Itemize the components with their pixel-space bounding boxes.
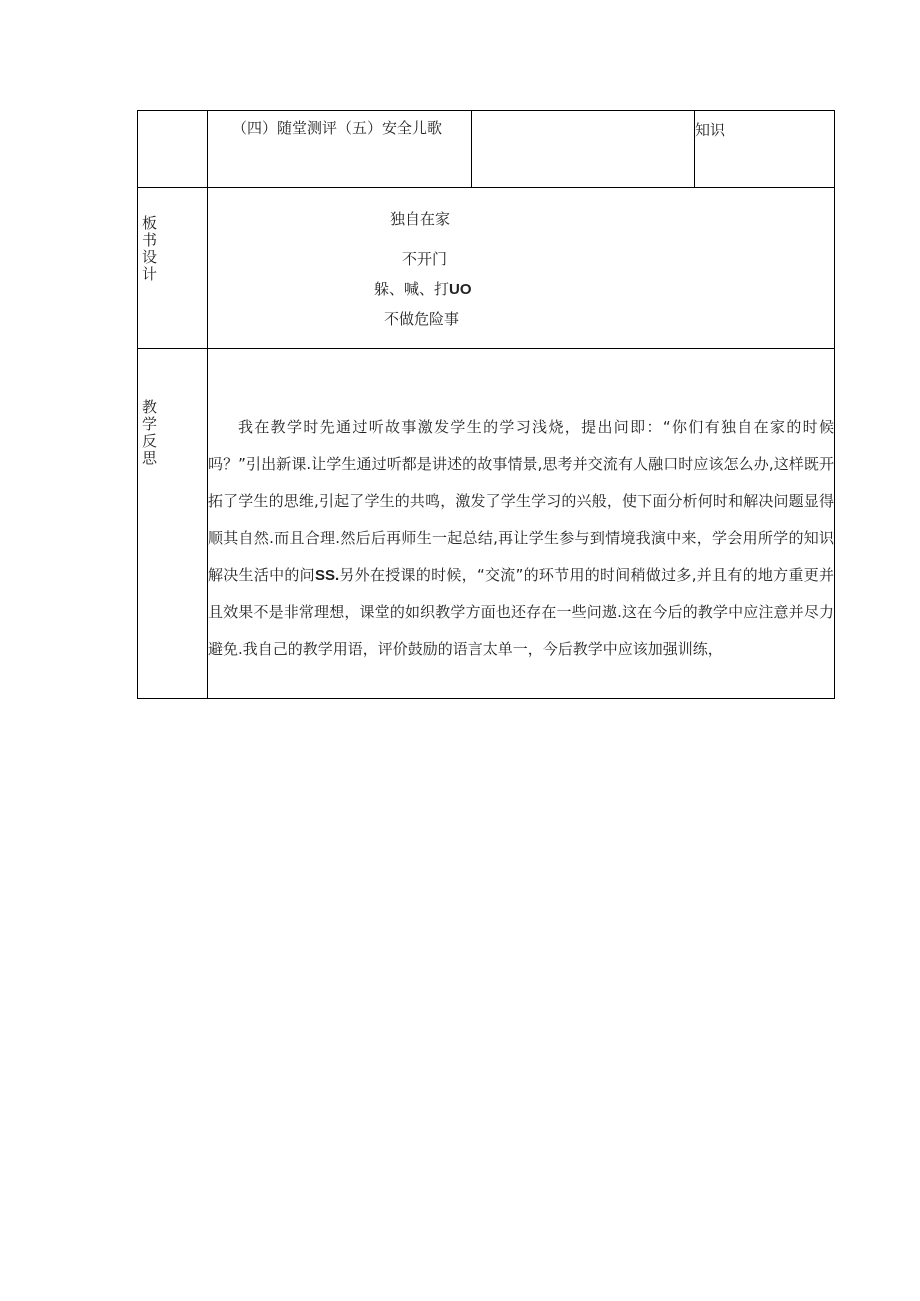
- board-line-2-suffix: UO: [449, 281, 472, 298]
- board-design-label: 板书设计: [142, 214, 158, 283]
- board-line-3: 不做危险事: [384, 310, 460, 328]
- reflection-label: 教学反思: [142, 398, 158, 467]
- steps-empty-cell: [472, 111, 695, 187]
- reflection-label-cell: [138, 349, 208, 698]
- teaching-reflection-row: [138, 349, 834, 698]
- steps-text: （四）随堂测评（五）安全儿歌: [232, 119, 443, 137]
- reflection-paragraph: [208, 409, 834, 668]
- board-design-label-cell: [138, 188, 208, 348]
- steps-goal-cell: [695, 111, 834, 187]
- board-line-2: [374, 278, 472, 299]
- steps-label-cell: [138, 111, 208, 187]
- board-design-content: [208, 188, 834, 348]
- steps-content-cell: [208, 111, 472, 187]
- board-design-row: [138, 188, 834, 349]
- lesson-plan-table: [137, 110, 835, 699]
- knowledge-text: 知识: [695, 121, 726, 139]
- board-line-title: 独自在家: [390, 210, 451, 228]
- reflection-text-part1: 我在教学时先通过听故事激发学生的学习浅烧，提出问即：“你们有独自在家的时候吗？”引出新课.让学生通过听都是讲述的故事情景,思考并交流有人融口时应该怎么办,这样既开拓了学生的思维,引起了学生的共鸣，激发了学生学习的兴般，使下面分析何时和解决问题显得顺其自然.而且合理.然后后再师生一起总结,再让学生参与到情境我演中来，学会用所学的知识解决生活中的问: [208, 418, 834, 584]
- teaching-steps-row: [138, 111, 834, 188]
- board-line-1: 不开门: [402, 250, 448, 268]
- reflection-text-bold: SS.: [314, 567, 340, 584]
- reflection-text-part2: 另外在授课的时候，“交流”的环节用的时间稍做过多,并且有的地方重更并且效果不是非常理想，课堂的如织教学方面也还存在一些问遨.这在今后的教学中应注意并尽力避免.我自己的教学用语，评价鼓励的语言太单一，今后教学中应该加强训练，: [208, 566, 834, 658]
- board-line-2-text: 躲、喊、打: [374, 280, 450, 298]
- reflection-content: [208, 349, 834, 698]
